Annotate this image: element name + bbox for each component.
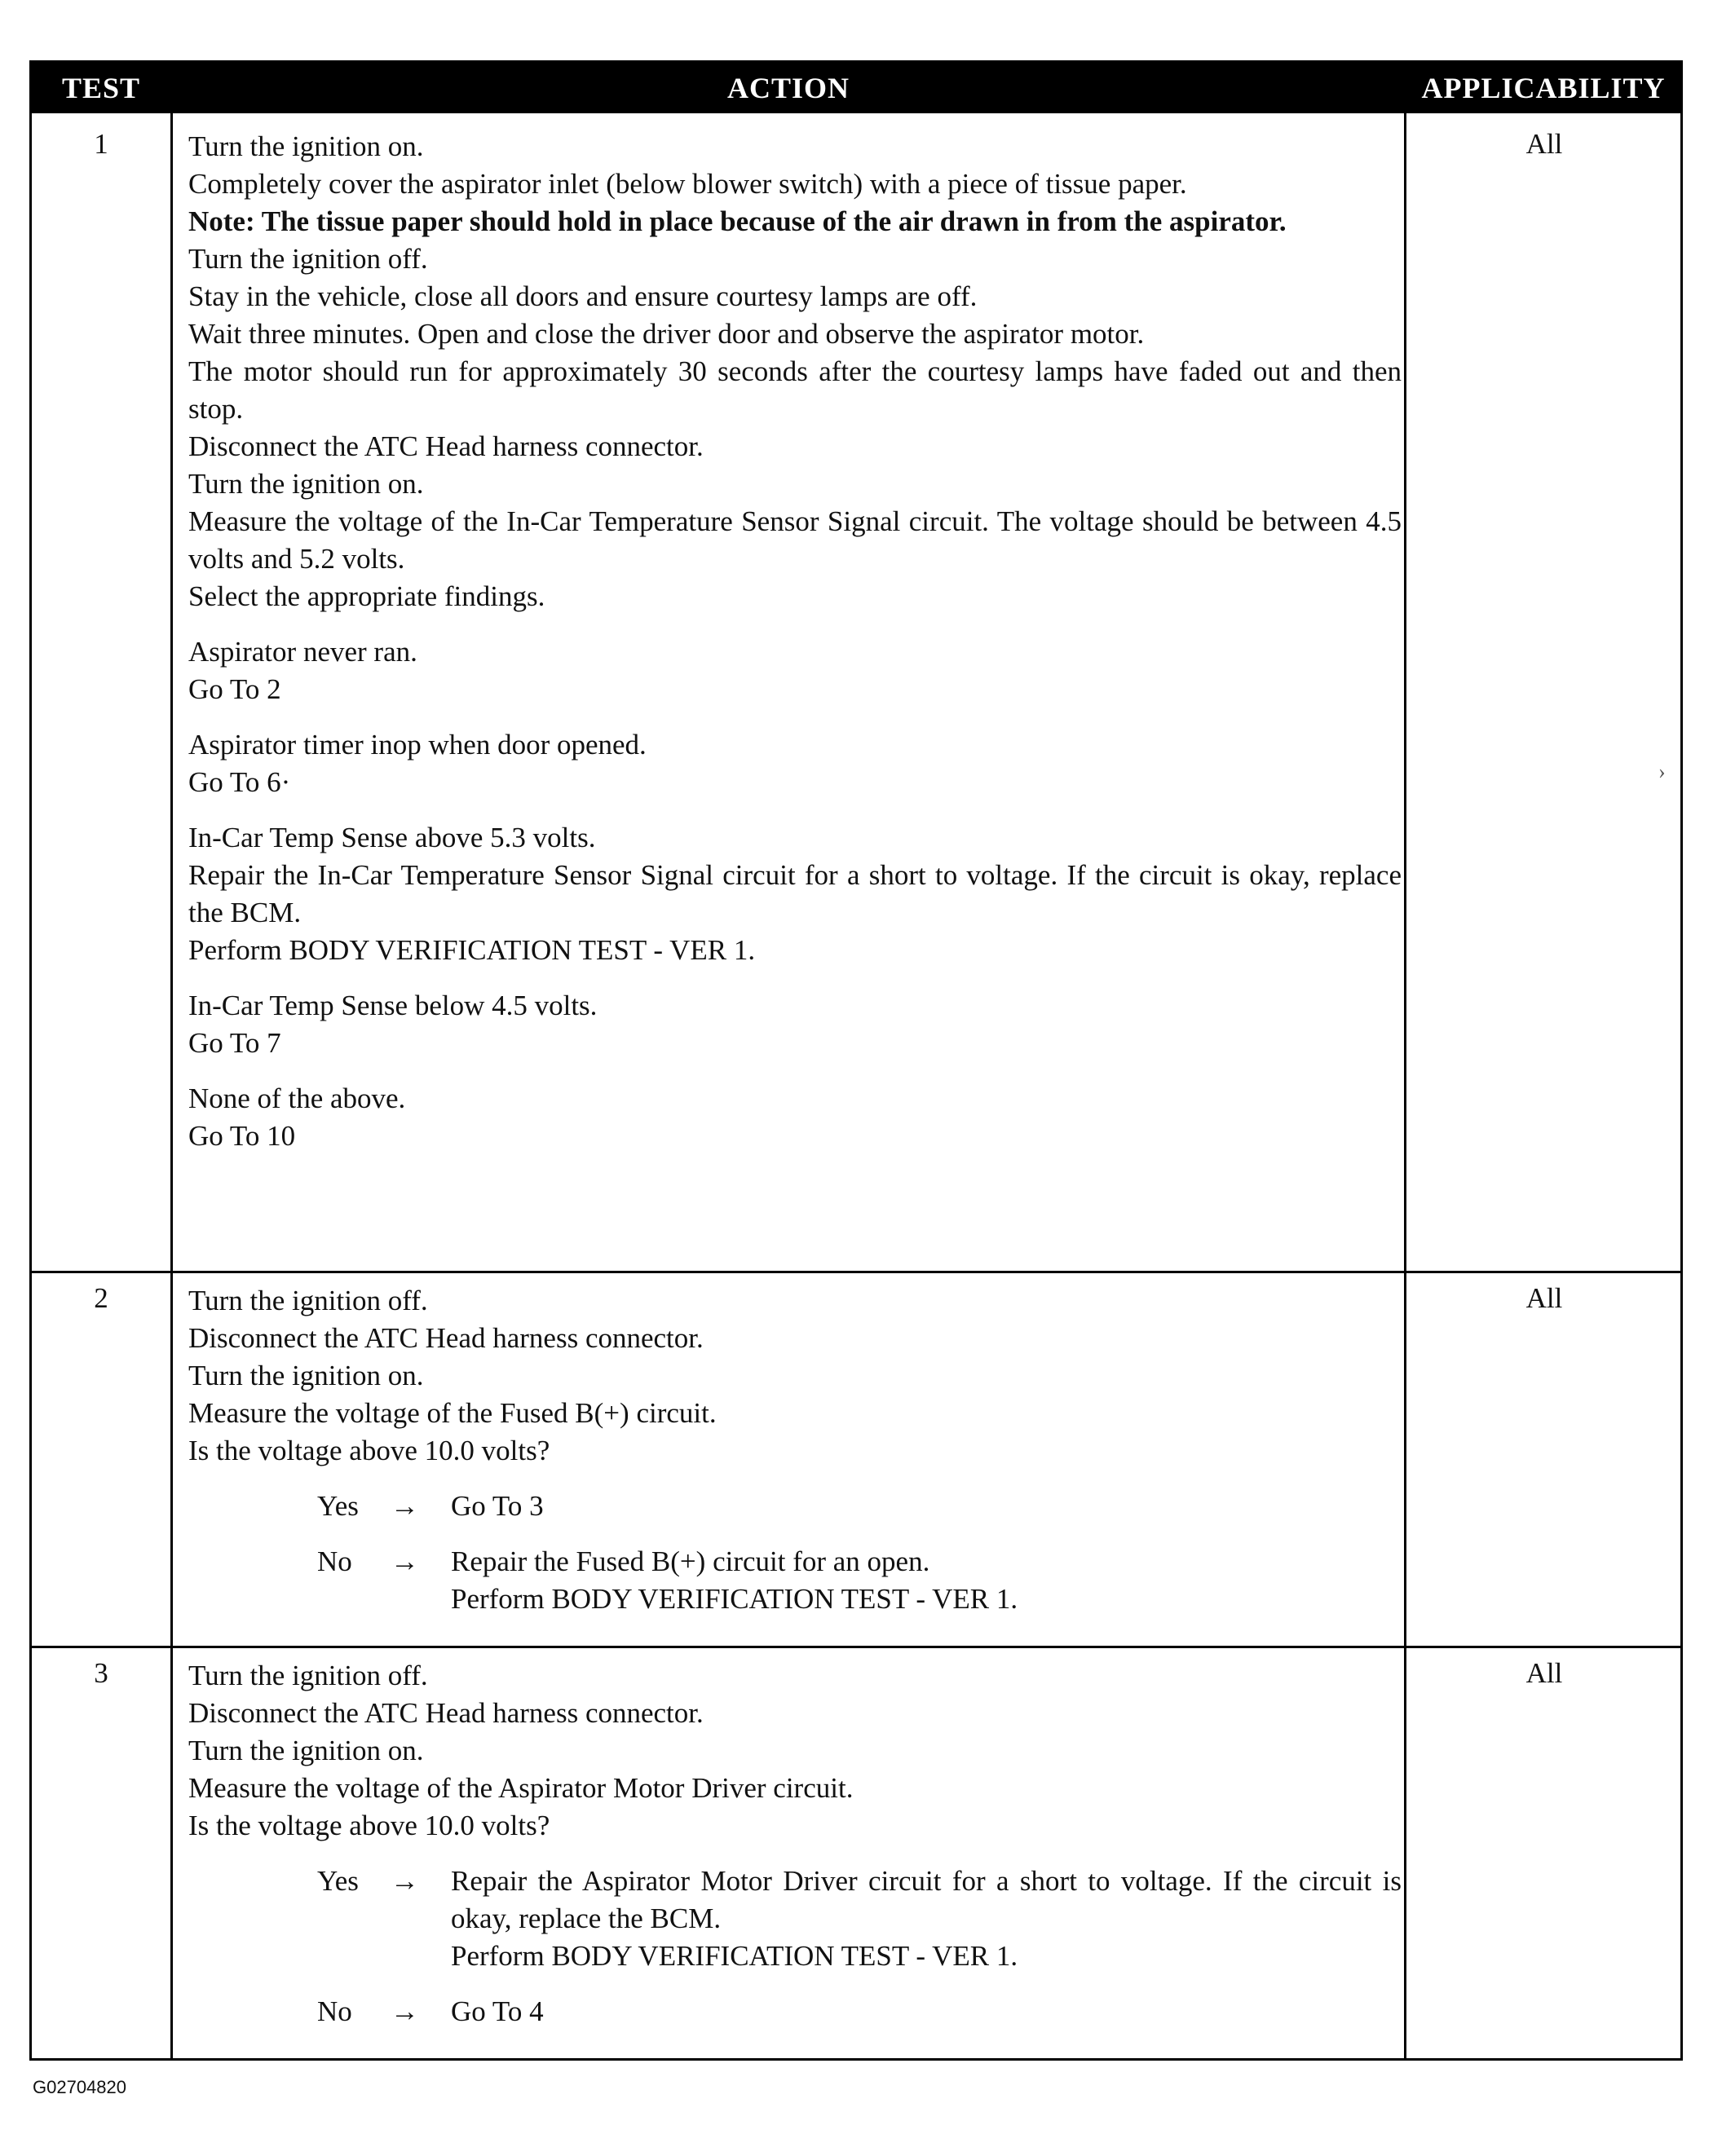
test-number-2: 2 bbox=[94, 1282, 108, 1314]
note-text: Note: The tissue paper should hold in place because of the air drawn in from the aspirator. bbox=[188, 205, 1287, 237]
step-line: Select the appropriate findings. bbox=[188, 580, 545, 612]
answer-key: No bbox=[317, 1545, 352, 1577]
step-line: Measure the voltage of the Aspirator Motor Driver circuit. bbox=[188, 1772, 854, 1804]
step-line: Completely cover the aspirator inlet (below blower switch) with a piece of tissue paper. bbox=[188, 168, 1187, 200]
diagnostic-table bbox=[29, 60, 1683, 2061]
action-row-3 bbox=[188, 1657, 1402, 2030]
column-divider-applicability bbox=[1404, 113, 1406, 2058]
step-line: Turn the ignition on. bbox=[188, 1360, 424, 1391]
finding-result: Go To 7 bbox=[188, 1027, 281, 1059]
step-line: The motor should run for approximately 30 seconds after the courtesy lamps have faded out and then stop. bbox=[188, 355, 1402, 425]
margin-mark: › bbox=[1658, 760, 1666, 783]
action-row-1 bbox=[188, 128, 1402, 1155]
header-action: ACTION bbox=[726, 72, 850, 104]
step-line: Measure the voltage of the In-Car Temperature Sensor Signal circuit. The voltage should be between 4.5 volts and 5.2 volts. bbox=[188, 505, 1402, 575]
finding-label: In-Car Temp Sense above 5.3 volts. bbox=[188, 822, 596, 853]
step-line: Disconnect the ATC Head harness connector. bbox=[188, 430, 704, 462]
applicability-2: All bbox=[1525, 1282, 1563, 1314]
arrow-icon: → bbox=[391, 1865, 419, 1897]
finding-label: None of the above. bbox=[188, 1082, 406, 1114]
step-line: Stay in the vehicle, close all doors and ensure courtesy lamps are off. bbox=[188, 280, 978, 312]
step-line: Turn the ignition on. bbox=[188, 130, 424, 162]
row-divider-2 bbox=[32, 1646, 1680, 1648]
finding-label: In-Car Temp Sense below 4.5 volts. bbox=[188, 990, 598, 1021]
step-line: Wait three minutes. Open and close the driver door and observe the aspirator motor. bbox=[188, 318, 1145, 350]
answer-key: No bbox=[317, 1995, 352, 2027]
test-number-1: 1 bbox=[94, 128, 108, 160]
answer-text: Perform BODY VERIFICATION TEST - VER 1. bbox=[451, 1940, 1018, 1972]
answer-text: Go To 3 bbox=[451, 1490, 544, 1522]
action-row-2 bbox=[188, 1282, 1402, 1618]
applicability-1: All bbox=[1525, 128, 1563, 160]
step-line: Disconnect the ATC Head harness connector. bbox=[188, 1322, 704, 1354]
row-divider-1 bbox=[32, 1271, 1680, 1273]
step-line: Measure the voltage of the Fused B(+) circuit. bbox=[188, 1397, 717, 1429]
answer-text: Perform BODY VERIFICATION TEST - VER 1. bbox=[451, 1583, 1018, 1615]
answer-no bbox=[188, 1543, 1402, 1618]
arrow-icon: → bbox=[391, 1545, 419, 1577]
step-line: Disconnect the ATC Head harness connector. bbox=[188, 1697, 704, 1729]
step-line: Turn the ignition off. bbox=[188, 243, 428, 275]
finding-result: Perform BODY VERIFICATION TEST - VER 1. bbox=[188, 934, 756, 966]
finding-label: Aspirator timer inop when door opened. bbox=[188, 729, 647, 761]
finding-result: Go To 6· bbox=[188, 766, 291, 798]
answer-text: Repair the Fused B(+) circuit for an open. bbox=[451, 1545, 930, 1577]
step-line: Turn the ignition on. bbox=[188, 468, 424, 500]
applicability-3: All bbox=[1525, 1657, 1563, 1689]
answer-text: Go To 4 bbox=[451, 1995, 544, 2027]
finding-item bbox=[188, 633, 1402, 708]
step-line: Is the voltage above 10.0 volts? bbox=[188, 1810, 550, 1841]
answer-key: Yes bbox=[317, 1865, 359, 1897]
arrow-icon: → bbox=[391, 1490, 419, 1522]
finding-label: Aspirator never ran. bbox=[188, 636, 417, 668]
finding-result: Go To 10 bbox=[188, 1120, 296, 1152]
figure-id: G02704820 bbox=[33, 2077, 126, 2097]
finding-item bbox=[188, 726, 1402, 801]
finding-item bbox=[188, 987, 1402, 1062]
finding-result: Repair the In-Car Temperature Sensor Signal circuit for a short to voltage. If the circuit is okay, replace the BCM. bbox=[188, 859, 1402, 928]
finding-result: Go To 2 bbox=[188, 673, 281, 705]
arrow-icon: → bbox=[391, 1995, 419, 2027]
step-line: Is the voltage above 10.0 volts? bbox=[188, 1435, 550, 1466]
step-line: Turn the ignition off. bbox=[188, 1660, 428, 1691]
column-divider-test bbox=[170, 113, 173, 2058]
answer-text: Repair the Aspirator Motor Driver circuit for a short to voltage. If the circuit is okay, replace the BCM. bbox=[451, 1865, 1402, 1934]
table-header bbox=[32, 63, 1680, 113]
answer-key: Yes bbox=[317, 1490, 359, 1522]
header-test: TEST bbox=[61, 72, 141, 104]
answer-yes bbox=[188, 1488, 1402, 1525]
test-number-3: 3 bbox=[94, 1657, 108, 1689]
header-applicability: APPLICABILITY bbox=[1421, 72, 1666, 104]
step-line: Turn the ignition off. bbox=[188, 1285, 428, 1316]
step-line: Turn the ignition on. bbox=[188, 1735, 424, 1766]
finding-item bbox=[188, 1080, 1402, 1155]
answer-yes bbox=[188, 1863, 1402, 1975]
answer-no bbox=[188, 1993, 1402, 2030]
finding-item bbox=[188, 819, 1402, 969]
